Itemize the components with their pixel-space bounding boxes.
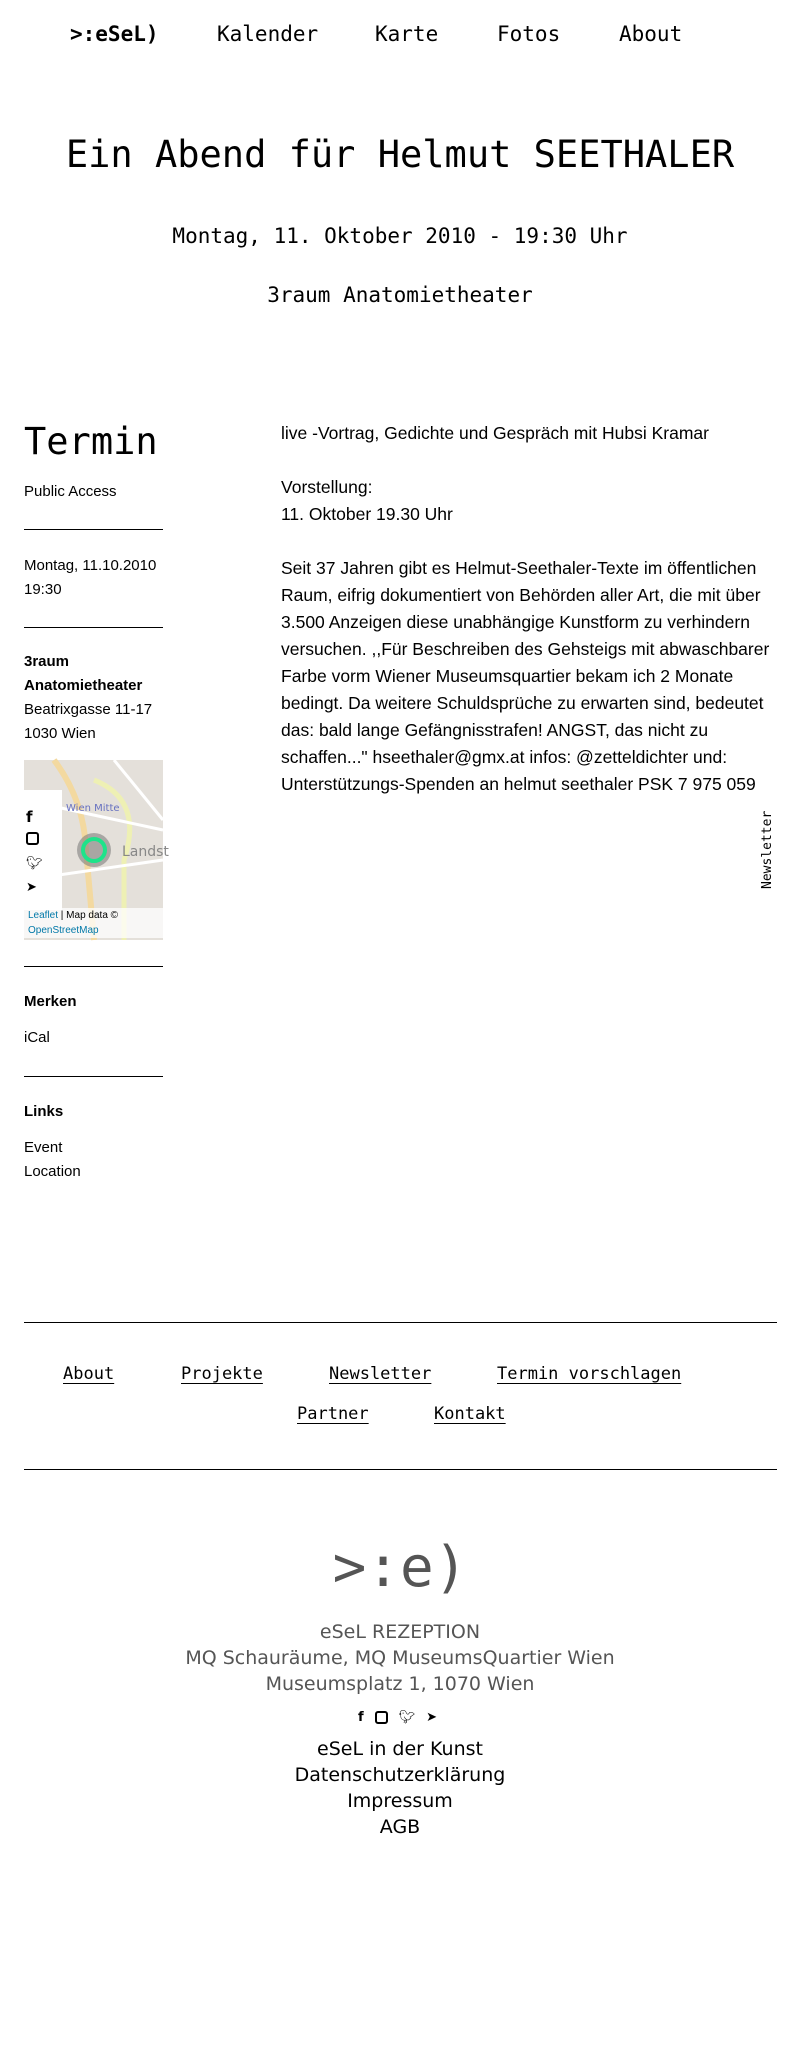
footer-newsletter[interactable]: Newsletter bbox=[329, 1364, 432, 1384]
footer-address bbox=[0, 1619, 800, 1697]
address-line: eSeL REZEPTION bbox=[319, 1621, 481, 1643]
telegram-icon[interactable]: ➤ bbox=[426, 1710, 438, 1725]
map-label: Landst bbox=[122, 844, 169, 860]
footer-projekte[interactable]: Projekte bbox=[181, 1364, 263, 1384]
venue-address bbox=[24, 650, 164, 746]
footer-partner[interactable]: Partner bbox=[297, 1404, 369, 1424]
description-paragraph: Seit 37 Jahren gibt es Helmut-Seethaler-Texte im öffentlichen Raum, eifrig dokumentiert von Behörden aller Art, die mit über 3.500 Anzeigen diese unabhängige Kunstform zu verhindern versuchen. ,,Für Beschreiben des Gehsteigs mit abwaschbarer Farbe vorm Wiener Museumsquartier bekam ich 2 Monate bedingt. Da weitere Schuldsprüche zu erwarten sind, bedeutet das: bald lange Gefängnisstrafen! ANGST, das nicht zu schaffen..." hseethaler@gmx.at infos: @zetteldichter und: Unterstützungs-Spenden an helmut seethaler PSK 7 975 059 bbox=[281, 558, 770, 794]
links-heading: Links bbox=[24, 1103, 64, 1120]
value: 11. Oktober 19.30 Uhr bbox=[281, 504, 453, 524]
divider bbox=[24, 966, 163, 967]
footer-logo: >:e) bbox=[332, 1535, 468, 1600]
map-label: Wien Mitte bbox=[66, 803, 120, 814]
link-impressum[interactable]: Impressum bbox=[347, 1790, 453, 1812]
street: Beatrixgasse 11-17 bbox=[24, 701, 153, 718]
twitter-icon[interactable]: 🐦︎ bbox=[398, 1710, 416, 1725]
divider bbox=[24, 529, 163, 530]
map-attribution bbox=[24, 908, 163, 938]
event-venue: 3raum Anatomietheater bbox=[267, 283, 533, 307]
footer-divider bbox=[24, 1322, 777, 1323]
address-line: MQ Schauräume, MQ MuseumsQuartier Wien bbox=[185, 1647, 615, 1669]
address-line: Museumsplatz 1, 1070 Wien bbox=[265, 1673, 535, 1695]
social-sidebar bbox=[24, 790, 62, 910]
newsletter-tab[interactable]: Newsletter bbox=[760, 810, 786, 890]
event-link[interactable]: Event bbox=[24, 1139, 63, 1156]
description-paragraph: live -Vortrag, Gedichte und Gespräch mit Hubsi Kramar bbox=[281, 423, 709, 443]
telegram-icon[interactable]: ➤ bbox=[26, 880, 37, 895]
twitter-icon[interactable]: 🐦︎ bbox=[26, 856, 43, 871]
event-title: Ein Abend für Helmut SEETHALER bbox=[65, 133, 735, 176]
category: Public Access bbox=[24, 483, 117, 500]
link-datenschutz[interactable]: Datenschutzerklärung bbox=[294, 1764, 506, 1786]
link-agb[interactable]: AGB bbox=[379, 1816, 421, 1838]
event-date bbox=[24, 554, 164, 602]
divider bbox=[24, 627, 163, 628]
event-description bbox=[281, 420, 776, 825]
description-paragraph bbox=[281, 474, 776, 528]
label: Vorstellung: bbox=[281, 477, 373, 497]
city: 1030 Wien bbox=[24, 725, 96, 742]
facebook-icon[interactable]: f bbox=[26, 808, 33, 826]
nav-karte[interactable]: Karte bbox=[375, 22, 439, 46]
facebook-icon[interactable]: f bbox=[358, 1710, 364, 1725]
osm-link[interactable]: OpenStreetMap bbox=[28, 925, 99, 936]
ical-link[interactable]: iCal bbox=[24, 1029, 50, 1046]
link-esel-in-der-kunst[interactable]: eSeL in der Kunst bbox=[317, 1738, 483, 1760]
venue-name[interactable]: 3raum bbox=[24, 653, 70, 670]
footer-termin-vorschlagen[interactable]: Termin vorschlagen bbox=[497, 1364, 682, 1384]
footer-kontakt[interactable]: Kontakt bbox=[434, 1404, 506, 1424]
footer-social bbox=[358, 1710, 437, 1725]
nav-about[interactable]: About bbox=[619, 22, 683, 46]
nav-fotos[interactable]: Fotos bbox=[497, 22, 561, 46]
footer-divider bbox=[24, 1469, 777, 1470]
divider bbox=[24, 1076, 163, 1077]
footer-bottom-links bbox=[0, 1736, 800, 1840]
leaflet-link[interactable]: Leaflet bbox=[28, 910, 59, 921]
merken-heading: Merken bbox=[24, 993, 77, 1010]
instagram-icon[interactable] bbox=[26, 832, 39, 845]
logo-link[interactable]: >:eSeL) bbox=[70, 22, 159, 46]
footer-about[interactable]: About bbox=[63, 1364, 115, 1384]
termin-heading: Termin bbox=[24, 420, 158, 463]
venue-name[interactable]: Anatomietheater bbox=[24, 677, 143, 694]
date: Montag, 11.10.2010 bbox=[24, 557, 157, 574]
time: 19:30 bbox=[24, 581, 62, 598]
attribution-text: | Map data © bbox=[58, 910, 119, 921]
location-link[interactable]: Location bbox=[24, 1163, 81, 1180]
instagram-icon[interactable] bbox=[375, 1711, 388, 1724]
event-datetime: Montag, 11. Oktober 2010 - 19:30 Uhr bbox=[172, 224, 628, 248]
nav-kalender[interactable]: Kalender bbox=[217, 22, 319, 46]
